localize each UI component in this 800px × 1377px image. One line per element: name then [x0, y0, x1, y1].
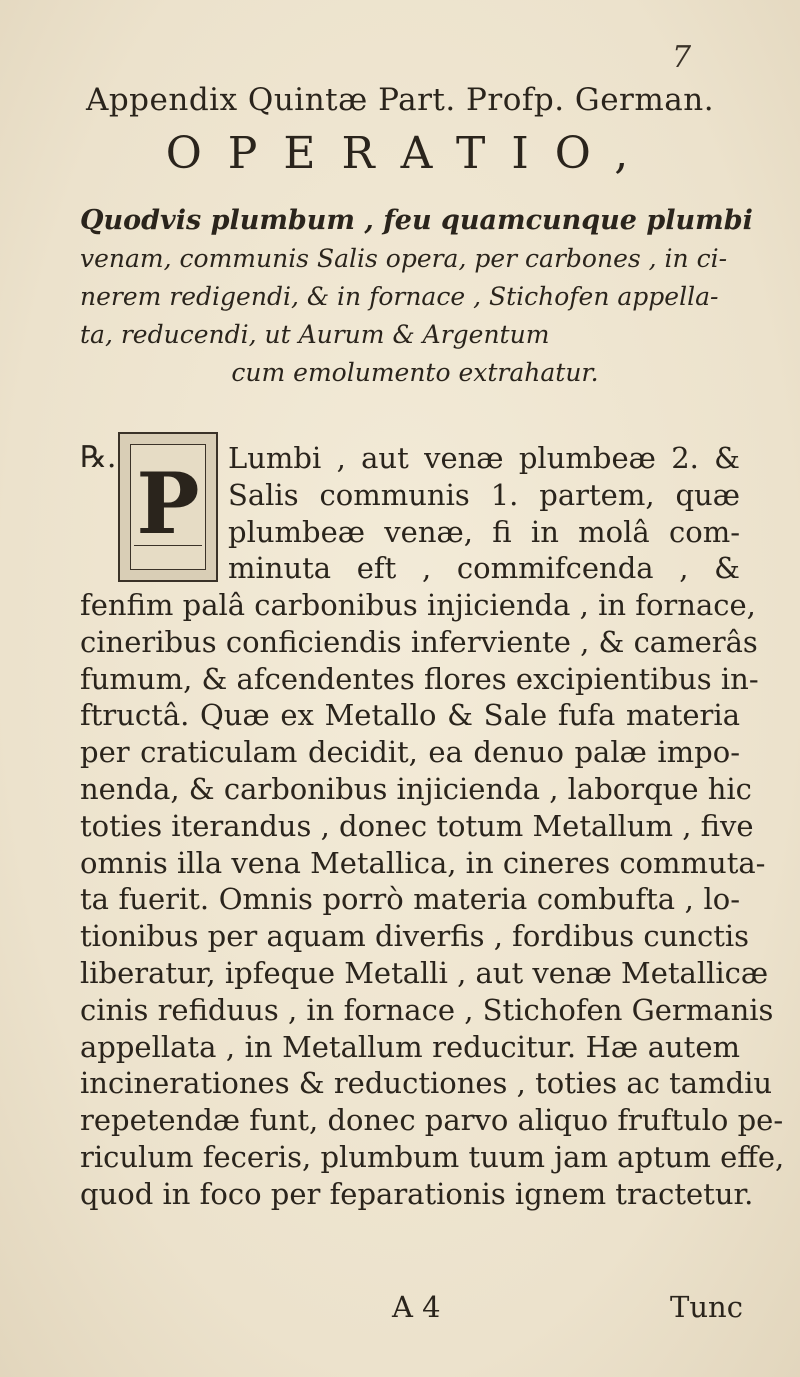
text-line: cineribus conficiendis inferviente , & camerâs: [80, 624, 758, 659]
subtitle-line: nerem redigendi, & in fornace , Stichofen appella-: [80, 282, 719, 311]
text-line: liberatur, ipfeque Metalli , aut venæ Metallicæ: [80, 955, 769, 990]
decorated-initial: [118, 432, 218, 582]
text-line: tionibus per aquam diverfis , fordibus cunctis: [80, 919, 750, 954]
ornament-icon: [134, 545, 202, 568]
initial-letter: P: [136, 454, 200, 553]
text-line: per craticulam decidit, ea denuo palæ impo-: [80, 735, 740, 770]
text-line: quod in foco per feparationis ignem tractetur.: [80, 1176, 754, 1211]
subtitle-line: venam, communis Salis opera, per carbones , in ci-: [80, 244, 728, 273]
subtitle-line: Quodvis plumbum , feu quamcunque plumbi: [80, 205, 753, 236]
text-line: Salis communis 1. partem, quæ: [228, 477, 740, 512]
text-line: plumbeæ venæ, fi in molâ com-: [228, 514, 740, 549]
text-line: incinerationes & reductiones , toties ac tamdiu: [80, 1066, 773, 1101]
body-paragraph: [80, 587, 785, 1213]
text-line: Lumbi , aut venæ plumbeæ 2. &: [228, 441, 740, 475]
signature-mark: A 4: [392, 1290, 441, 1324]
subtitle-line: cum emolumento extrahatur.: [231, 358, 599, 387]
text-line: ta fuerit. Omnis porrò materia combufta , lo-: [80, 882, 740, 917]
text-line: minuta eft , commifcenda , &: [228, 551, 740, 586]
text-line: toties iterandus , donec totum Metallum , five: [80, 808, 754, 843]
text-line: repetendæ funt, donec parvo aliquo fruftulo pe-: [80, 1103, 784, 1138]
text-line: fenfim palâ carbonibus injicienda , in fornace,: [80, 588, 756, 622]
text-line: omnis illa vena Metallica, in cineres commuta-: [80, 845, 766, 880]
text-line: ftructâ. Quæ ex Metallo & Sale fufa materia: [80, 698, 740, 733]
catchword: Tunc: [670, 1290, 743, 1324]
text-line: riculum feceris, plumbum tuum jam aptum effe,: [80, 1139, 785, 1174]
first-paragraph-lines: [228, 440, 740, 587]
recipe-mark: ℞.: [80, 440, 117, 475]
text-line: fumum, & afcendentes flores excipientibus in-: [80, 661, 759, 696]
subtitle-line: ta, reducendi, ut Aurum & Argentum: [80, 320, 550, 349]
text-line: appellata , in Metallum reducitur. Hæ autem: [80, 1029, 740, 1064]
section-title: OPERATIO,: [165, 128, 655, 179]
text-line: nenda, & carbonibus injicienda , laborque hic: [80, 771, 752, 806]
section-subtitle: [80, 202, 753, 392]
running-head: Appendix Quintæ Part. Profp. German.: [85, 82, 715, 118]
text-line: cinis refiduus , in fornace , Stichofen Germanis: [80, 992, 774, 1027]
page-number: 7: [672, 40, 692, 75]
